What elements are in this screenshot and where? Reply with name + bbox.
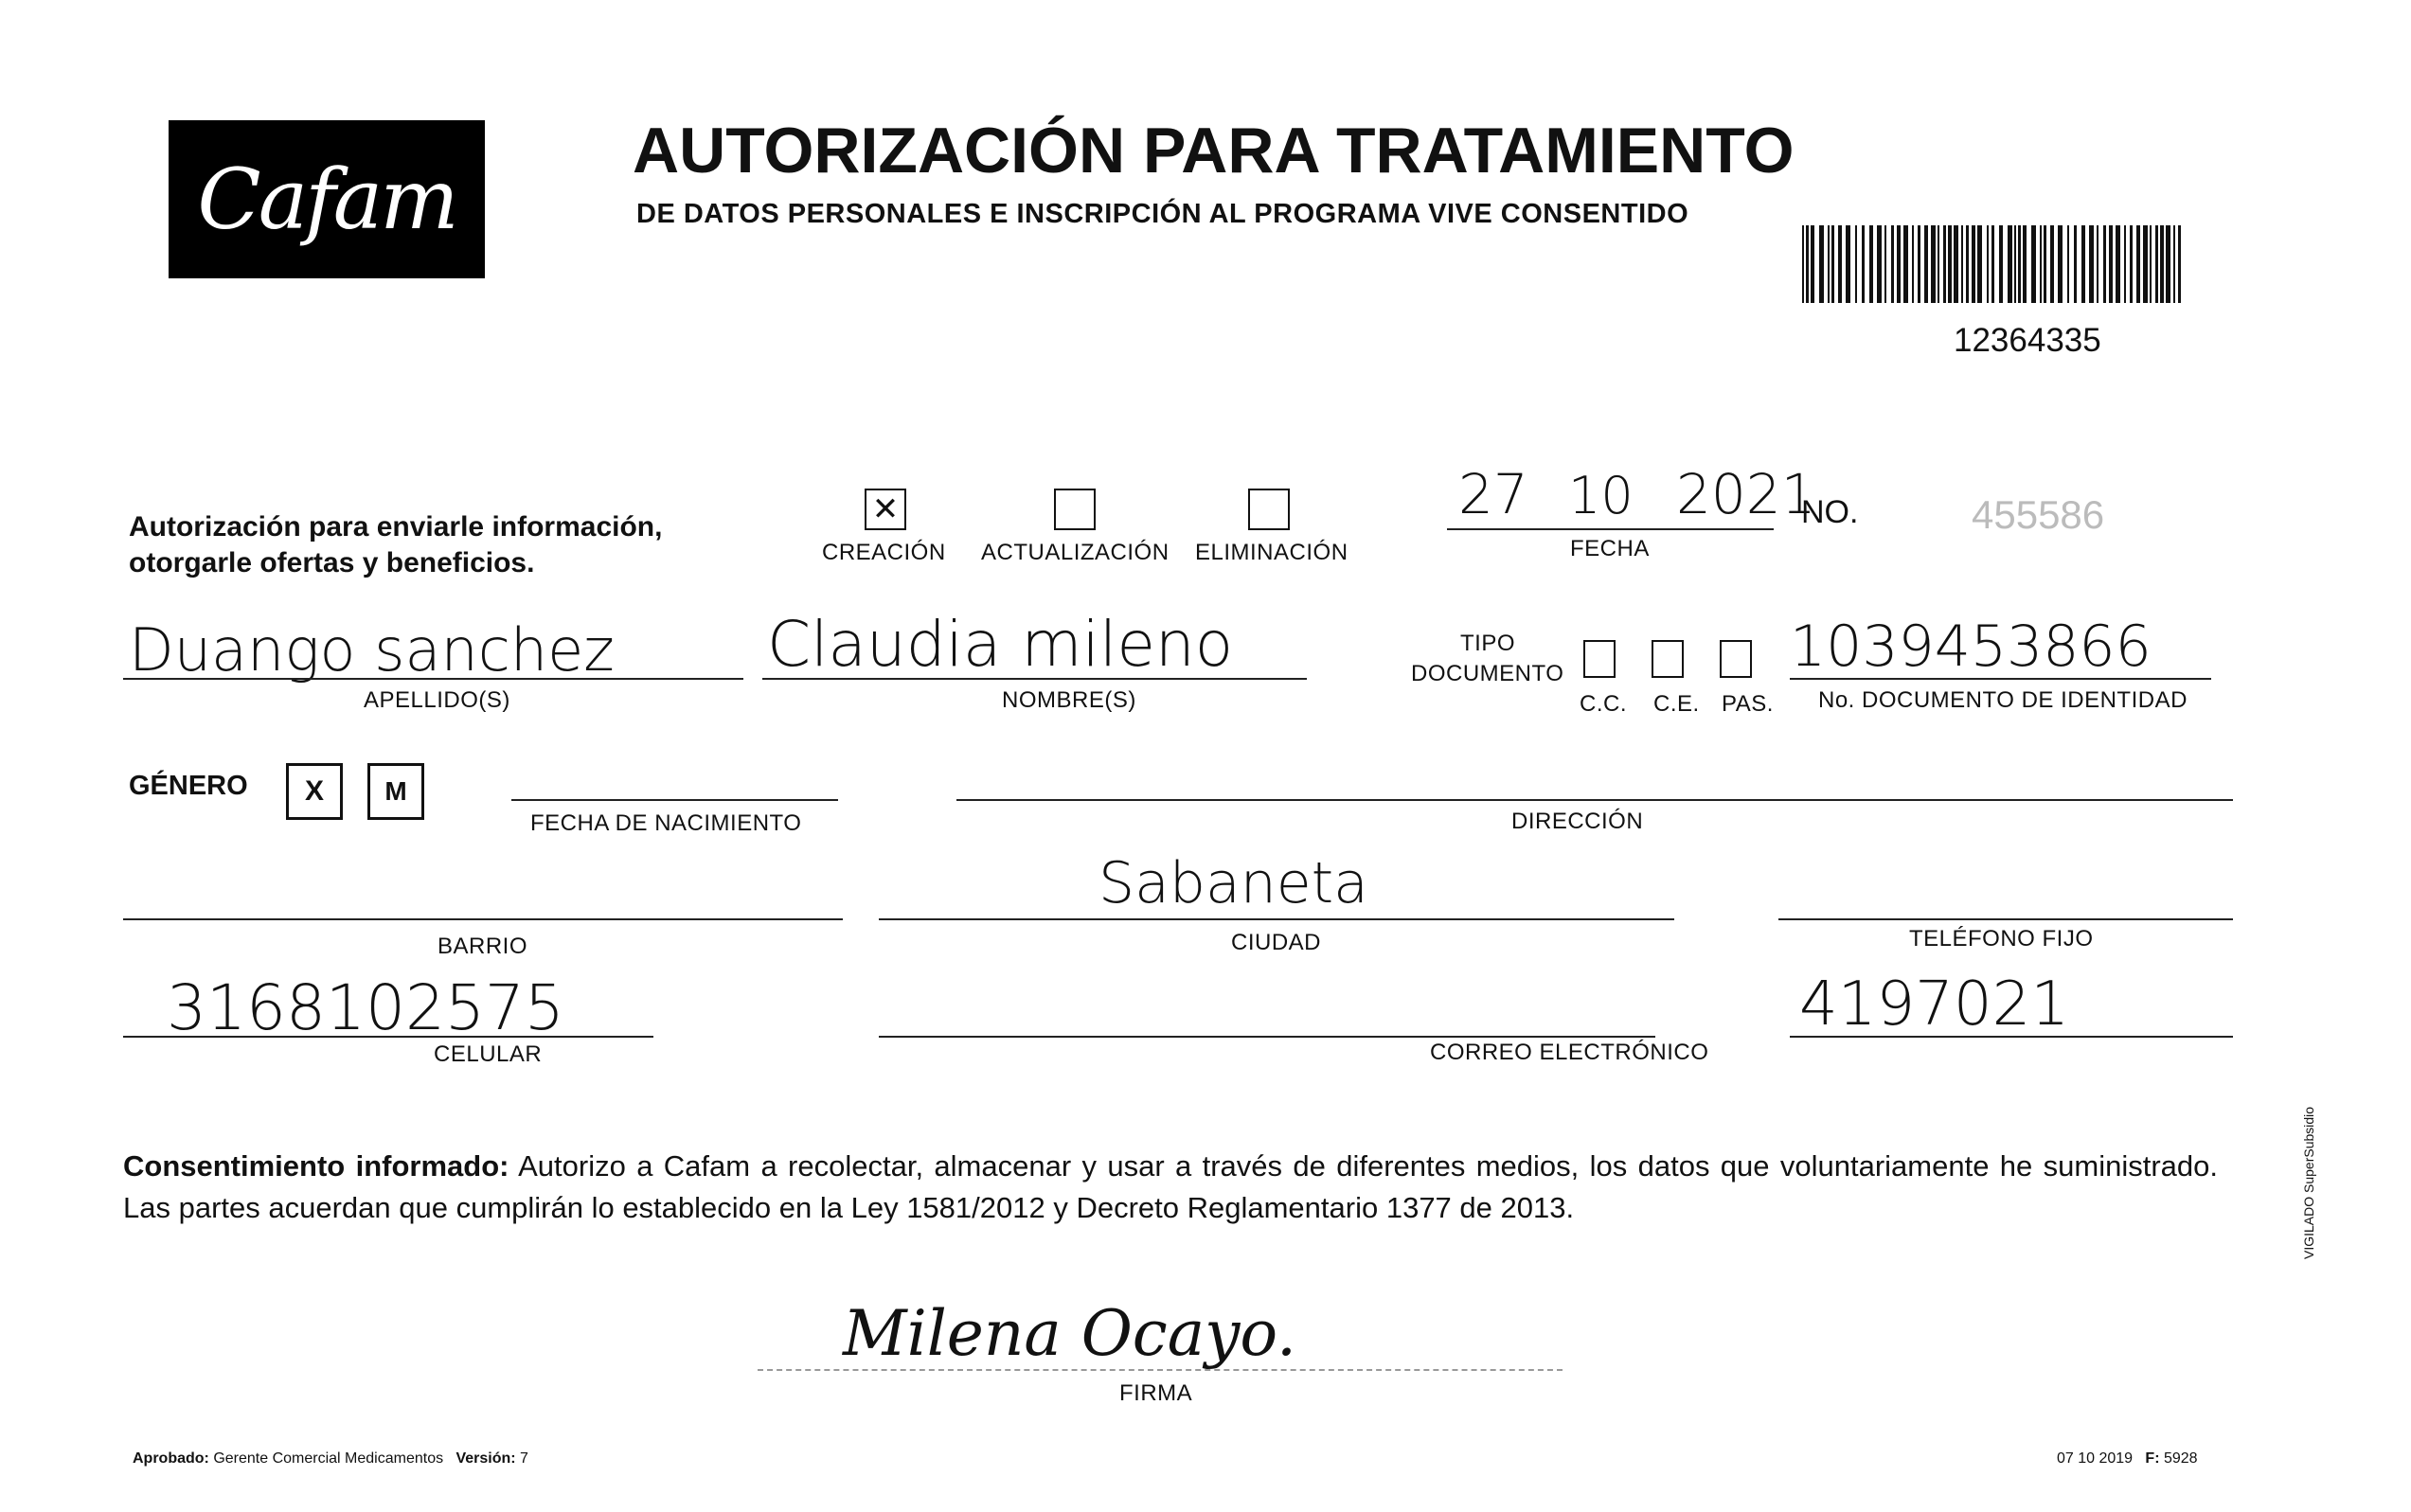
barcode-bar <box>2023 225 2027 303</box>
barcode-bar <box>2044 225 2046 303</box>
authorization-heading-line2: otorgarle ofertas y beneficios. <box>129 547 535 578</box>
barcode-bar <box>1846 225 1850 303</box>
fecha-year: 2021 <box>1676 462 1816 526</box>
fecha-label: FECHA <box>1570 536 1650 561</box>
barcode-bar <box>2040 225 2042 303</box>
consent-text: Autorizo a Cafam a recolectar, almacenar y usar a través de diferentes medios, los datos que voluntariamente he suministrado. Las partes acuerdan que cumplirán lo establecido en la Ley 1581/2012 y Decreto Reglamentario 1377 de 2013. <box>123 1149 2218 1224</box>
barcode-bar <box>1802 225 1804 303</box>
barcode-bar <box>1987 225 1989 303</box>
barcode-bar <box>2124 225 2126 303</box>
barcode-bar <box>2136 225 2140 303</box>
no-label: NO. <box>1801 494 1859 530</box>
doc-number-label: No. DOCUMENTO DE IDENTIDAD <box>1818 687 2188 713</box>
correo-label: CORREO ELECTRÓNICO <box>1430 1040 1709 1065</box>
barcode-bar <box>2160 225 2164 303</box>
barcode-bar <box>1811 225 1814 303</box>
barcode-bar <box>2008 225 2012 303</box>
nombres-value: Claudia mileno <box>767 608 1234 681</box>
ciudad-label: CIUDAD <box>1231 930 1322 955</box>
eliminacion-label: ELIMINACIÓN <box>1195 540 1348 565</box>
barcode-bar <box>2018 225 2021 303</box>
barcode-bar <box>1948 225 1952 303</box>
barcode-bar <box>1877 225 1882 303</box>
barcode-bar <box>1884 225 1886 303</box>
creacion-label: CREACIÓN <box>822 540 946 565</box>
telefono-line <box>1790 1036 2233 1038</box>
barcode-bar <box>2081 225 2085 303</box>
barcode-bar <box>2178 225 2181 303</box>
barcode-bar <box>1912 225 1914 303</box>
fecha-nac-line <box>511 799 838 801</box>
apellidos-line <box>123 678 743 680</box>
barcode-bar <box>1931 225 1936 303</box>
barcode-bar <box>2067 225 2069 303</box>
barcode-bar <box>1966 225 1969 303</box>
version-value: 7 <box>520 1450 528 1467</box>
barcode-bar <box>2089 225 2094 303</box>
form-title: AUTORIZACIÓN PARA TRATAMIENTO <box>633 115 1795 187</box>
barcode-bar <box>1862 225 1865 303</box>
barcode-bar <box>1903 225 1908 303</box>
celular-value: 3168102575 <box>167 971 564 1044</box>
barcode-bar <box>2150 225 2152 303</box>
barcode-bar <box>1831 225 1834 303</box>
actualizacion-label: ACTUALIZACIÓN <box>981 540 1170 565</box>
barcode-bar <box>1977 225 1982 303</box>
ciudad-value: Sabaneta <box>1098 850 1368 916</box>
barrio-label: BARRIO <box>438 934 528 959</box>
direccion-line <box>956 799 2233 801</box>
fecha-nac-label: FECHA DE NACIMIENTO <box>530 810 802 836</box>
pas-label: PAS. <box>1722 691 1774 717</box>
eliminacion-checkbox[interactable] <box>1248 489 1290 530</box>
aprobado-value: Gerente Comercial Medicamentos <box>213 1450 444 1467</box>
consent-paragraph <box>123 1146 2218 1229</box>
consent-heading: Consentimiento informado: <box>123 1149 509 1183</box>
apellidos-value: Duango sanchez <box>129 615 615 685</box>
barcode-bar <box>1961 225 1963 303</box>
form-subtitle: DE DATOS PERSONALES E INSCRIPCIÓN AL PROGRAMA VIVE CONSENTIDO <box>636 199 1689 229</box>
barcode-bar <box>2014 225 2016 303</box>
telefono-fijo-line <box>1778 918 2233 920</box>
authorization-heading-line1: Autorización para enviarle información, <box>129 511 663 543</box>
barcode-bar <box>1891 225 1894 303</box>
barcode-bar <box>2143 225 2148 303</box>
barcode-bar <box>1828 225 1830 303</box>
genero-label: GÉNERO <box>129 771 248 801</box>
barcode-bar <box>1869 225 1873 303</box>
telefono-fijo-label: TELÉFONO FIJO <box>1909 926 2094 952</box>
fecha-day: 27 <box>1458 462 1528 526</box>
barcode-bar <box>1938 225 1939 303</box>
firma-label: FIRMA <box>1119 1380 1193 1406</box>
signature: Milena Ocayo. <box>843 1297 1296 1370</box>
footer-right <box>2057 1450 2198 1468</box>
signature-line <box>758 1369 1563 1371</box>
cc-checkbox[interactable] <box>1583 640 1616 678</box>
barcode-number: 12364335 <box>1954 322 2101 359</box>
version-label: Versión: <box>455 1450 516 1467</box>
barcode-bar <box>1999 225 2003 303</box>
no-value: 455586 <box>1972 492 2105 537</box>
barcode-bar <box>1855 225 1857 303</box>
barcode-bar <box>2166 225 2170 303</box>
barcode-bar <box>1924 225 1928 303</box>
barcode-bar <box>1943 225 1946 303</box>
pas-checkbox[interactable] <box>1720 640 1752 678</box>
barcode-bar <box>2155 225 2158 303</box>
doc-number-value: 1039453866 <box>1790 614 2152 680</box>
barrio-line <box>123 918 843 920</box>
barcode-bar <box>2116 225 2120 303</box>
nombres-label: NOMBRE(S) <box>1002 687 1136 713</box>
genero-f-box[interactable]: X <box>286 763 343 820</box>
barcode-bar <box>1838 225 1842 303</box>
barcode <box>1802 225 2186 303</box>
fecha-month: 10 <box>1568 466 1634 525</box>
form-label: F: <box>2145 1450 2160 1467</box>
logo-text: Cafam <box>197 151 456 248</box>
barcode-bar <box>2058 225 2063 303</box>
apellidos-label: APELLIDO(S) <box>364 687 510 713</box>
barcode-bar <box>1991 225 1994 303</box>
barcode-bar <box>2103 225 2106 303</box>
nombres-line <box>762 678 1307 680</box>
barcode-bar <box>1954 225 1958 303</box>
actualizacion-checkbox[interactable] <box>1054 489 1096 530</box>
direccion-label: DIRECCIÓN <box>1511 809 1644 834</box>
celular-line <box>123 1036 653 1038</box>
doc-number-line <box>1790 678 2211 680</box>
cc-label: C.C. <box>1580 691 1627 717</box>
ce-label: C.E. <box>1653 691 1700 717</box>
barcode-bar <box>2097 225 2098 303</box>
barcode-bar <box>2130 225 2133 303</box>
footer-left <box>133 1450 528 1468</box>
correo-line <box>879 1036 1655 1038</box>
aprobado-label: Aprobado: <box>133 1450 209 1467</box>
celular-label: CELULAR <box>434 1041 543 1067</box>
footer-date: 07 10 2019 <box>2057 1450 2134 1467</box>
ciudad-line <box>879 918 1674 920</box>
barcode-bar <box>2173 225 2175 303</box>
fecha-line <box>1447 528 1774 530</box>
cafam-logo <box>169 120 485 278</box>
barcode-bar <box>1972 225 1975 303</box>
barcode-bar <box>2109 225 2113 303</box>
barcode-bar <box>2074 225 2077 303</box>
tipo-label-1: TIPO <box>1460 631 1516 656</box>
ce-checkbox[interactable] <box>1652 640 1684 678</box>
creacion-checkbox[interactable]: ✕ <box>865 489 906 530</box>
tipo-label-2: DOCUMENTO <box>1411 661 1564 686</box>
barcode-bar <box>1918 225 1920 303</box>
telefono-value: 4197021 <box>1799 969 2070 1040</box>
genero-m-box[interactable]: M <box>367 763 424 820</box>
barcode-bar <box>1897 225 1901 303</box>
vigilado-text: VIGILADO SuperSubsidio <box>2301 1106 2316 1259</box>
barcode-bar <box>2031 225 2036 303</box>
form-value: 5928 <box>2163 1450 2198 1467</box>
barcode-bar <box>1806 225 1809 303</box>
barcode-bar <box>2050 225 2054 303</box>
barcode-bar <box>1819 225 1824 303</box>
